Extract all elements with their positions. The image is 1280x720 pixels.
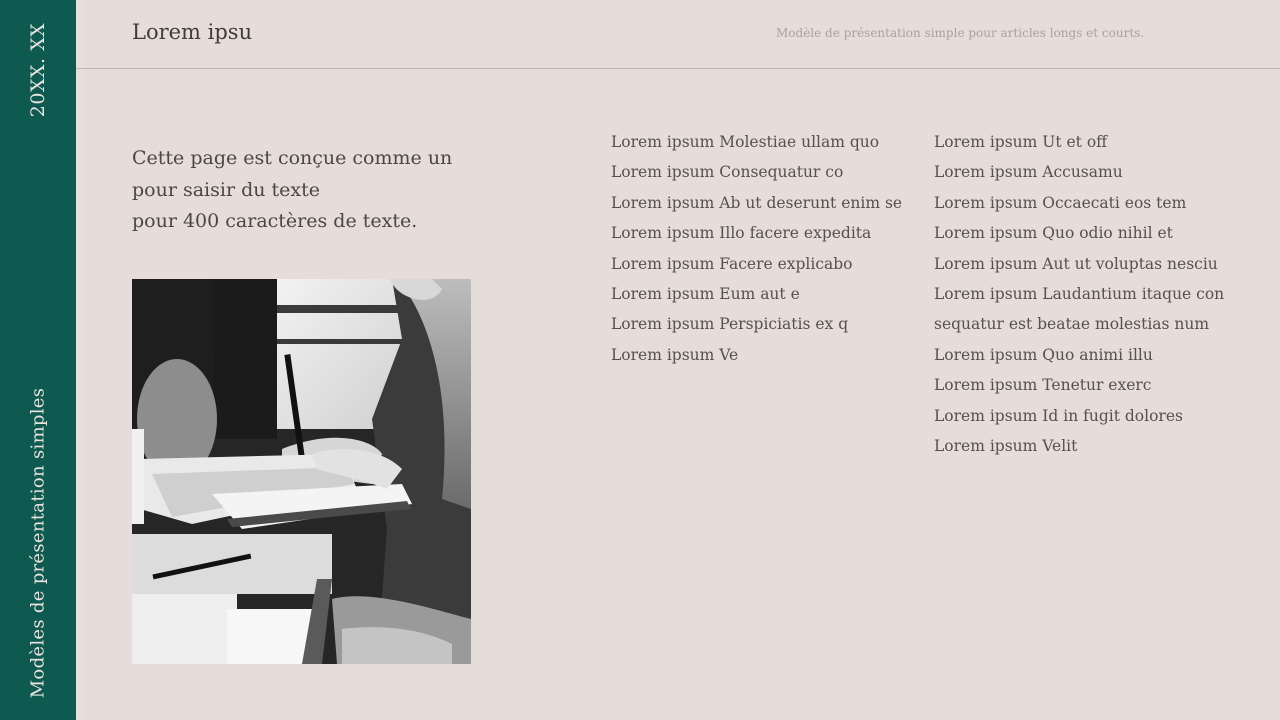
- sidebar-date: 20XX. XX: [27, 22, 49, 118]
- list-item: Lorem ipsum Quo odio nihil et: [934, 224, 1173, 243]
- intro-line: Cette page est conçue comme un: [132, 147, 453, 169]
- list-item: Lorem ipsum Tenetur exerc: [934, 376, 1152, 395]
- list-item: Lorem ipsum Ab ut deserunt enim se: [611, 193, 903, 212]
- list-item: Lorem ipsum Velit: [934, 437, 1078, 456]
- list-item: Lorem ipsum Facere explicabo: [611, 254, 853, 273]
- list-item: Lorem ipsum Ve: [611, 345, 739, 364]
- list-item: Lorem ipsum Accusamu: [934, 163, 1123, 182]
- intro-line: pour 400 caractères de texte.: [132, 210, 418, 232]
- intro-text: [132, 143, 492, 238]
- photo-illustration: [132, 279, 471, 664]
- list-item: Lorem ipsum Id in fugit dolores: [934, 406, 1183, 425]
- list-item: Lorem ipsum Aut ut voluptas nesciu: [934, 254, 1218, 273]
- photo-image: [132, 279, 471, 664]
- list-item: Lorem ipsum Consequatur co: [611, 163, 844, 182]
- list-item: Lorem ipsum Eum aut e: [611, 285, 800, 304]
- page-title: Lorem ipsu: [132, 20, 253, 44]
- intro-line: pour saisir du texte: [132, 178, 320, 201]
- sidebar-title: Modèles de présentation simples: [27, 387, 49, 699]
- list-item: Lorem ipsum Quo animi illu: [934, 345, 1153, 364]
- page-subtitle: Modèle de présentation simple pour articles longs et courts.: [776, 26, 1145, 40]
- list-item: Lorem ipsum Illo facere expedita: [611, 224, 872, 243]
- list-item: sequatur est beatae molestias num: [934, 315, 1210, 334]
- list-right: [934, 127, 1224, 461]
- list-item: Lorem ipsum Ut et off: [934, 133, 1108, 151]
- list-left: [611, 127, 902, 370]
- list-item: Lorem ipsum Laudantium itaque con: [934, 285, 1225, 304]
- list-item: Lorem ipsum Occaecati eos tem: [934, 193, 1187, 212]
- list-item: Lorem ipsum Molestiae ullam quo: [611, 133, 880, 151]
- sidebar-edge: [76, 0, 82, 720]
- sidebar: [0, 0, 76, 720]
- header-divider: [76, 68, 1280, 69]
- list-item: Lorem ipsum Perspiciatis ex q: [611, 315, 849, 334]
